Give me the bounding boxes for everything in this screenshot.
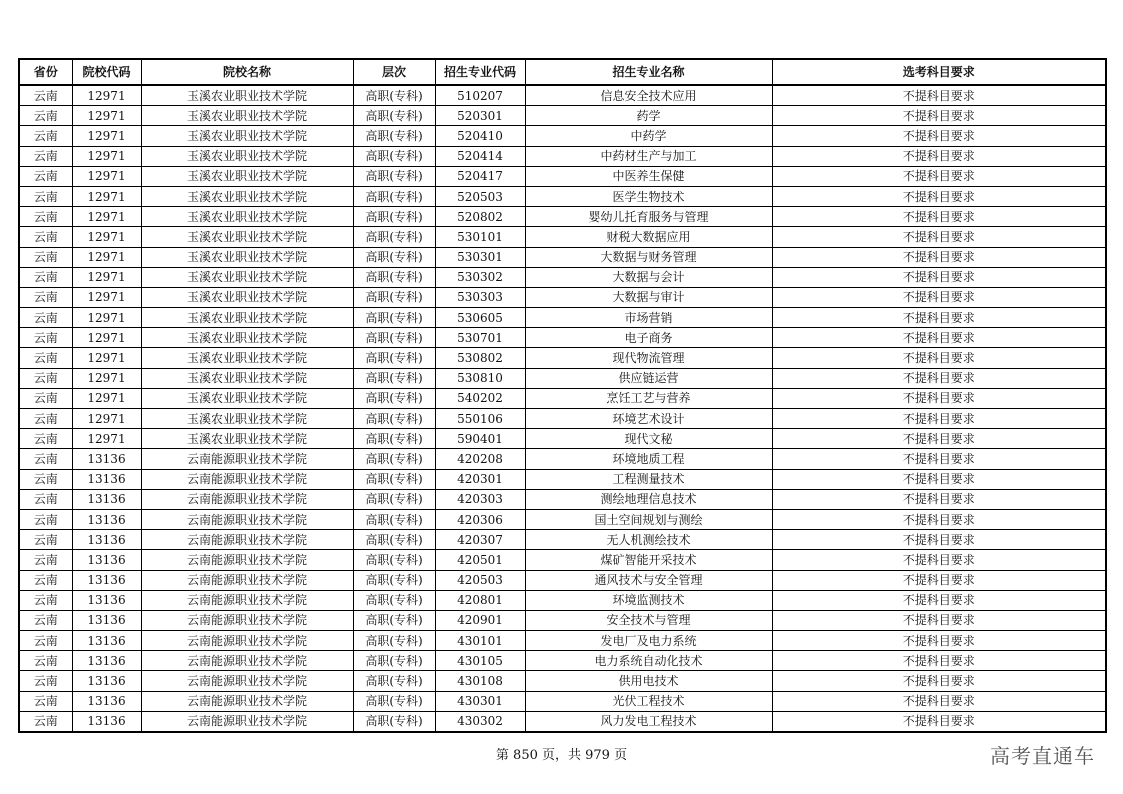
- table-row: [19, 328, 1106, 348]
- table-cell: 420208: [435, 449, 525, 469]
- table-cell: 540202: [435, 388, 525, 408]
- table-cell: 12971: [72, 186, 141, 206]
- table-cell: 玉溪农业职业技术学院: [141, 328, 353, 348]
- table-cell: 玉溪农业职业技术学院: [141, 267, 353, 287]
- table-cell: 12971: [72, 429, 141, 449]
- table-cell: 13136: [72, 550, 141, 570]
- table-row: [19, 509, 1106, 529]
- table-row: [19, 449, 1106, 469]
- table-cell: 不提科目要求: [772, 186, 1106, 206]
- table-cell: 云南: [19, 126, 72, 146]
- table-cell: 12971: [72, 106, 141, 126]
- table-cell: 高职(专科): [353, 590, 435, 610]
- table-row: [19, 429, 1106, 449]
- table-cell: 高职(专科): [353, 328, 435, 348]
- table-cell: 云南: [19, 247, 72, 267]
- table-cell: 520414: [435, 146, 525, 166]
- table-cell: 13136: [72, 449, 141, 469]
- table-cell: 云南: [19, 227, 72, 247]
- table-cell: 不提科目要求: [772, 368, 1106, 388]
- table-cell: 不提科目要求: [772, 550, 1106, 570]
- table-cell: 国土空间规划与测绘: [525, 509, 772, 529]
- table-cell: 530301: [435, 247, 525, 267]
- table-cell: 不提科目要求: [772, 126, 1106, 146]
- table-cell: 530605: [435, 308, 525, 328]
- table-cell: 520410: [435, 126, 525, 146]
- table-row: [19, 711, 1106, 732]
- table-cell: 高职(专科): [353, 691, 435, 711]
- table-row: [19, 469, 1106, 489]
- table-cell: 高职(专科): [353, 267, 435, 287]
- table-cell: 高职(专科): [353, 308, 435, 328]
- table-cell: 不提科目要求: [772, 85, 1106, 106]
- table-row: [19, 166, 1106, 186]
- table-cell: 不提科目要求: [772, 530, 1106, 550]
- table-cell: 云南能源职业技术学院: [141, 550, 353, 570]
- table-cell: 不提科目要求: [772, 469, 1106, 489]
- table-cell: 12971: [72, 267, 141, 287]
- table-cell: 420303: [435, 489, 525, 509]
- table-cell: 大数据与审计: [525, 287, 772, 307]
- table-cell: 云南: [19, 308, 72, 328]
- table-row: [19, 267, 1106, 287]
- table-cell: 中药学: [525, 126, 772, 146]
- table-cell: 云南能源职业技术学院: [141, 651, 353, 671]
- column-header: 院校代码: [72, 59, 141, 85]
- table-cell: 云南: [19, 530, 72, 550]
- table-cell: 中药材生产与加工: [525, 146, 772, 166]
- table-cell: 520802: [435, 207, 525, 227]
- table-cell: 云南: [19, 388, 72, 408]
- table-row: [19, 388, 1106, 408]
- table-cell: 430302: [435, 711, 525, 732]
- table-cell: 13136: [72, 631, 141, 651]
- table-cell: 市场营销: [525, 308, 772, 328]
- table-row: [19, 570, 1106, 590]
- table-cell: 云南: [19, 631, 72, 651]
- table-cell: 云南能源职业技术学院: [141, 691, 353, 711]
- table-cell: 玉溪农业职业技术学院: [141, 348, 353, 368]
- table-cell: 云南能源职业技术学院: [141, 509, 353, 529]
- table-cell: 13136: [72, 570, 141, 590]
- table-cell: 玉溪农业职业技术学院: [141, 207, 353, 227]
- table-cell: 高职(专科): [353, 449, 435, 469]
- table-cell: 13136: [72, 590, 141, 610]
- admission-table-container: [18, 58, 1105, 733]
- table-cell: 环境监测技术: [525, 590, 772, 610]
- table-cell: 高职(专科): [353, 368, 435, 388]
- table-row: [19, 85, 1106, 106]
- table-cell: 530701: [435, 328, 525, 348]
- table-row: [19, 308, 1106, 328]
- table-cell: 云南: [19, 267, 72, 287]
- table-cell: 云南: [19, 207, 72, 227]
- watermark-logo-text: 高考直通车: [990, 744, 1095, 768]
- table-cell: 云南: [19, 106, 72, 126]
- table-cell: 13136: [72, 691, 141, 711]
- table-cell: 不提科目要求: [772, 328, 1106, 348]
- table-cell: 12971: [72, 328, 141, 348]
- table-cell: 12971: [72, 368, 141, 388]
- table-cell: 530302: [435, 267, 525, 287]
- table-cell: 420306: [435, 509, 525, 529]
- table-cell: 420501: [435, 550, 525, 570]
- table-cell: 不提科目要求: [772, 388, 1106, 408]
- table-cell: 云南: [19, 469, 72, 489]
- table-cell: 云南: [19, 691, 72, 711]
- table-cell: 13136: [72, 610, 141, 630]
- table-cell: 云南: [19, 328, 72, 348]
- table-cell: 云南: [19, 610, 72, 630]
- table-cell: 云南: [19, 368, 72, 388]
- table-cell: 520417: [435, 166, 525, 186]
- table-row: [19, 368, 1106, 388]
- table-cell: 12971: [72, 207, 141, 227]
- table-cell: 520301: [435, 106, 525, 126]
- table-cell: 高职(专科): [353, 489, 435, 509]
- table-cell: 高职(专科): [353, 671, 435, 691]
- table-cell: 玉溪农业职业技术学院: [141, 368, 353, 388]
- column-header: 院校名称: [141, 59, 353, 85]
- table-cell: 医学生物技术: [525, 186, 772, 206]
- table-cell: 云南: [19, 651, 72, 671]
- table-cell: 13136: [72, 509, 141, 529]
- table-cell: 不提科目要求: [772, 570, 1106, 590]
- table-cell: 不提科目要求: [772, 489, 1106, 509]
- table-cell: 不提科目要求: [772, 287, 1106, 307]
- table-cell: 不提科目要求: [772, 590, 1106, 610]
- table-row: [19, 610, 1106, 630]
- table-cell: 高职(专科): [353, 287, 435, 307]
- table-cell: 玉溪农业职业技术学院: [141, 146, 353, 166]
- table-row: [19, 146, 1106, 166]
- table-cell: 430101: [435, 631, 525, 651]
- table-cell: 高职(专科): [353, 530, 435, 550]
- table-cell: 云南: [19, 409, 72, 429]
- table-cell: 12971: [72, 287, 141, 307]
- table-cell: 高职(专科): [353, 388, 435, 408]
- table-cell: 高职(专科): [353, 651, 435, 671]
- table-row: [19, 631, 1106, 651]
- table-cell: 高职(专科): [353, 348, 435, 368]
- table-row: [19, 550, 1106, 570]
- table-cell: 不提科目要求: [772, 166, 1106, 186]
- table-cell: 高职(专科): [353, 146, 435, 166]
- table-cell: 云南能源职业技术学院: [141, 530, 353, 550]
- table-cell: 高职(专科): [353, 409, 435, 429]
- table-cell: 510207: [435, 85, 525, 106]
- table-cell: 420301: [435, 469, 525, 489]
- table-cell: 12971: [72, 308, 141, 328]
- table-cell: 云南: [19, 570, 72, 590]
- table-cell: 云南: [19, 489, 72, 509]
- table-cell: 不提科目要求: [772, 651, 1106, 671]
- table-cell: 不提科目要求: [772, 146, 1106, 166]
- table-row: [19, 590, 1106, 610]
- table-cell: 财税大数据应用: [525, 227, 772, 247]
- column-header: 省份: [19, 59, 72, 85]
- table-cell: 玉溪农业职业技术学院: [141, 186, 353, 206]
- table-cell: 不提科目要求: [772, 348, 1106, 368]
- table-cell: 玉溪农业职业技术学院: [141, 409, 353, 429]
- table-cell: 云南: [19, 509, 72, 529]
- table-cell: 520503: [435, 186, 525, 206]
- table-cell: 高职(专科): [353, 247, 435, 267]
- table-row: [19, 227, 1106, 247]
- table-cell: 高职(专科): [353, 509, 435, 529]
- table-cell: 12971: [72, 85, 141, 106]
- table-cell: 高职(专科): [353, 550, 435, 570]
- table-cell: 13136: [72, 469, 141, 489]
- table-cell: 工程测量技术: [525, 469, 772, 489]
- table-cell: 430105: [435, 651, 525, 671]
- table-cell: 云南能源职业技术学院: [141, 671, 353, 691]
- table-cell: 12971: [72, 146, 141, 166]
- table-cell: 云南: [19, 449, 72, 469]
- table-cell: 通风技术与安全管理: [525, 570, 772, 590]
- table-cell: 12971: [72, 126, 141, 146]
- table-row: [19, 186, 1106, 206]
- column-header: 招生专业代码: [435, 59, 525, 85]
- table-cell: 云南能源职业技术学院: [141, 631, 353, 651]
- table-cell: 玉溪农业职业技术学院: [141, 85, 353, 106]
- table-header-row: [19, 59, 1106, 85]
- table-cell: 云南能源职业技术学院: [141, 610, 353, 630]
- table-cell: 12971: [72, 348, 141, 368]
- table-cell: 12971: [72, 247, 141, 267]
- table-cell: 云南: [19, 590, 72, 610]
- table-cell: 高职(专科): [353, 85, 435, 106]
- table-cell: 云南能源职业技术学院: [141, 590, 353, 610]
- table-cell: 530101: [435, 227, 525, 247]
- table-row: [19, 106, 1106, 126]
- table-cell: 信息安全技术应用: [525, 85, 772, 106]
- table-cell: 供应链运营: [525, 368, 772, 388]
- table-cell: 不提科目要求: [772, 106, 1106, 126]
- table-cell: 环境地质工程: [525, 449, 772, 469]
- table-cell: 530810: [435, 368, 525, 388]
- table-row: [19, 126, 1106, 146]
- table-cell: 420503: [435, 570, 525, 590]
- table-cell: 不提科目要求: [772, 610, 1106, 630]
- table-cell: 高职(专科): [353, 711, 435, 732]
- table-cell: 光伏工程技术: [525, 691, 772, 711]
- table-cell: 安全技术与管理: [525, 610, 772, 630]
- table-cell: 430108: [435, 671, 525, 691]
- table-cell: 530802: [435, 348, 525, 368]
- table-cell: 13136: [72, 530, 141, 550]
- table-cell: 环境艺术设计: [525, 409, 772, 429]
- table-cell: 云南: [19, 429, 72, 449]
- table-cell: 中医养生保健: [525, 166, 772, 186]
- table-row: [19, 207, 1106, 227]
- column-header: 选考科目要求: [772, 59, 1106, 85]
- table-cell: 13136: [72, 489, 141, 509]
- table-cell: 云南能源职业技术学院: [141, 449, 353, 469]
- table-row: [19, 348, 1106, 368]
- table-cell: 大数据与财务管理: [525, 247, 772, 267]
- table-row: [19, 691, 1106, 711]
- table-cell: 不提科目要求: [772, 267, 1106, 287]
- table-cell: 云南: [19, 287, 72, 307]
- table-cell: 玉溪农业职业技术学院: [141, 126, 353, 146]
- column-header: 招生专业名称: [525, 59, 772, 85]
- table-cell: 420307: [435, 530, 525, 550]
- table-cell: 高职(专科): [353, 429, 435, 449]
- table-cell: 不提科目要求: [772, 631, 1106, 651]
- table-cell: 12971: [72, 409, 141, 429]
- table-cell: 不提科目要求: [772, 671, 1106, 691]
- table-cell: 煤矿智能开采技术: [525, 550, 772, 570]
- table-row: [19, 409, 1106, 429]
- table-cell: 不提科目要求: [772, 711, 1106, 732]
- table-cell: 13136: [72, 711, 141, 732]
- table-cell: 云南: [19, 186, 72, 206]
- table-cell: 高职(专科): [353, 227, 435, 247]
- table-cell: 430301: [435, 691, 525, 711]
- table-cell: 现代文秘: [525, 429, 772, 449]
- table-cell: 发电厂及电力系统: [525, 631, 772, 651]
- table-cell: 不提科目要求: [772, 227, 1106, 247]
- table-cell: 高职(专科): [353, 186, 435, 206]
- table-cell: 12971: [72, 227, 141, 247]
- table-cell: 不提科目要求: [772, 308, 1106, 328]
- table-cell: 云南: [19, 550, 72, 570]
- table-cell: 高职(专科): [353, 166, 435, 186]
- table-cell: 530303: [435, 287, 525, 307]
- table-cell: 电力系统自动化技术: [525, 651, 772, 671]
- table-cell: 云南能源职业技术学院: [141, 570, 353, 590]
- table-cell: 玉溪农业职业技术学院: [141, 227, 353, 247]
- table-cell: 云南能源职业技术学院: [141, 469, 353, 489]
- table-cell: 婴幼儿托育服务与管理: [525, 207, 772, 227]
- table-cell: 玉溪农业职业技术学院: [141, 287, 353, 307]
- table-cell: 烹饪工艺与营养: [525, 388, 772, 408]
- table-cell: 高职(专科): [353, 126, 435, 146]
- table-cell: 不提科目要求: [772, 509, 1106, 529]
- table-cell: 无人机测绘技术: [525, 530, 772, 550]
- column-header: 层次: [353, 59, 435, 85]
- table-cell: 高职(专科): [353, 610, 435, 630]
- table-cell: 现代物流管理: [525, 348, 772, 368]
- table-cell: 云南能源职业技术学院: [141, 489, 353, 509]
- table-cell: 玉溪农业职业技术学院: [141, 429, 353, 449]
- table-cell: 测绘地理信息技术: [525, 489, 772, 509]
- table-cell: 电子商务: [525, 328, 772, 348]
- table-cell: 12971: [72, 388, 141, 408]
- table-cell: 药学: [525, 106, 772, 126]
- table-cell: 玉溪农业职业技术学院: [141, 388, 353, 408]
- table-row: [19, 651, 1106, 671]
- table-cell: 不提科目要求: [772, 207, 1106, 227]
- table-cell: 不提科目要求: [772, 429, 1106, 449]
- table-row: [19, 530, 1106, 550]
- table-cell: 12971: [72, 166, 141, 186]
- table-row: [19, 671, 1106, 691]
- table-cell: 供用电技术: [525, 671, 772, 691]
- table-cell: 13136: [72, 651, 141, 671]
- table-cell: 高职(专科): [353, 631, 435, 651]
- table-row: [19, 287, 1106, 307]
- table-cell: 玉溪农业职业技术学院: [141, 166, 353, 186]
- table-cell: 不提科目要求: [772, 691, 1106, 711]
- table-cell: 玉溪农业职业技术学院: [141, 106, 353, 126]
- page-number: 第 850 页，共 979 页: [495, 748, 628, 763]
- table-row: [19, 489, 1106, 509]
- table-cell: 高职(专科): [353, 106, 435, 126]
- table-cell: 云南: [19, 711, 72, 732]
- table-cell: 云南: [19, 671, 72, 691]
- table-body: [19, 85, 1106, 732]
- table-cell: 高职(专科): [353, 570, 435, 590]
- table-cell: 风力发电工程技术: [525, 711, 772, 732]
- table-cell: 不提科目要求: [772, 409, 1106, 429]
- table-cell: 420801: [435, 590, 525, 610]
- table-cell: 不提科目要求: [772, 449, 1106, 469]
- table-cell: 高职(专科): [353, 469, 435, 489]
- table-cell: 云南能源职业技术学院: [141, 711, 353, 732]
- table-cell: 590401: [435, 429, 525, 449]
- admission-table: [18, 58, 1107, 733]
- table-cell: 云南: [19, 85, 72, 106]
- table-cell: 550106: [435, 409, 525, 429]
- table-cell: 大数据与会计: [525, 267, 772, 287]
- table-cell: 不提科目要求: [772, 247, 1106, 267]
- table-cell: 云南: [19, 348, 72, 368]
- table-cell: 云南: [19, 146, 72, 166]
- table-cell: 云南: [19, 166, 72, 186]
- table-cell: 13136: [72, 671, 141, 691]
- table-cell: 玉溪农业职业技术学院: [141, 247, 353, 267]
- table-cell: 高职(专科): [353, 207, 435, 227]
- table-cell: 420901: [435, 610, 525, 630]
- table-row: [19, 247, 1106, 267]
- table-cell: 玉溪农业职业技术学院: [141, 308, 353, 328]
